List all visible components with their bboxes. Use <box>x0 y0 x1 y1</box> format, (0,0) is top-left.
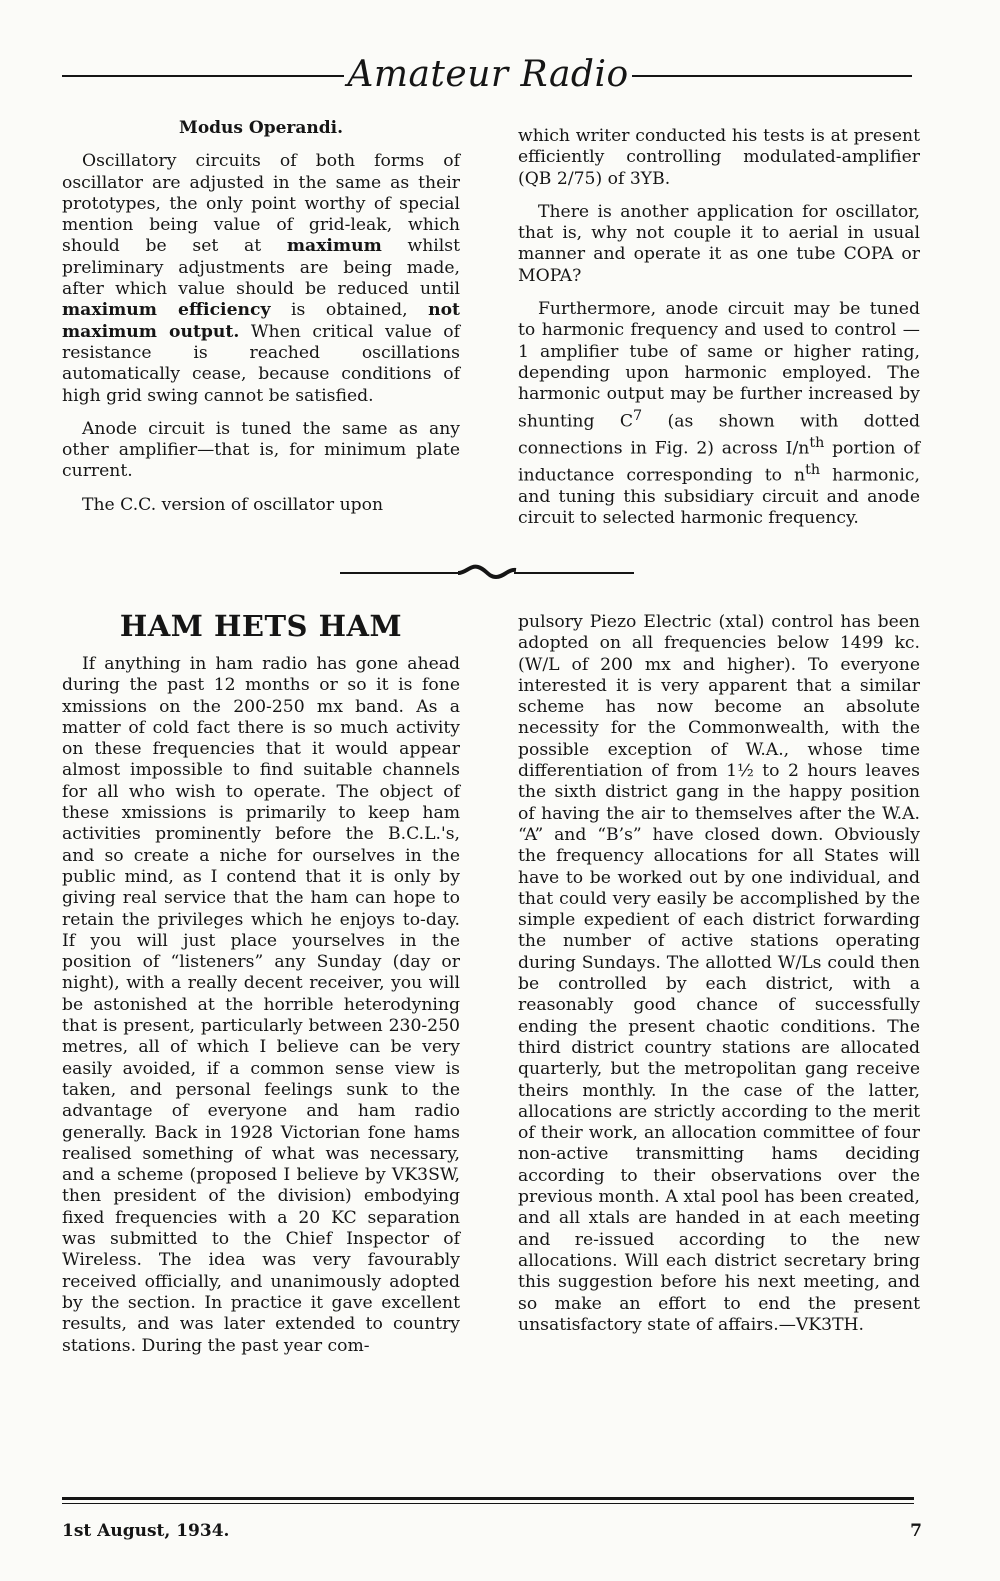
article2-column-right <box>518 612 920 1348</box>
section-divider-ornament <box>340 560 634 584</box>
article1-paragraph-2: Anode circuit is tuned the same as any other amplifier—that is, for minimum plate current. <box>62 418 460 482</box>
masthead-title: Amateur Radio <box>347 54 629 95</box>
article1-paragraph-3: The C.C. version of oscillator upon <box>82 494 384 515</box>
text-run: (as shown with dotted connections in Fig. 2) across I/n <box>518 411 921 459</box>
article2-paragraph-2: pulsory Piezo Electric (xtal) control has been adopted on all frequencies below 1499 kc. (W/L of 200 mx and higher). To everyone interested it is very apparent that a similar scheme has now become an absolute necessity for the Commonwealth, with the possible exception of W.A., whose time differentiation of from 1½ to 2 hours leaves the sixth district gang in the happy position of having the air to themselves after the W.A. “A” and “B’s” have closed down. Obviously the frequency allocations for all States will have to be worked out by one individual, and that could very easily be accomplished by the simple expedient of each district forwarding the number of active stations operating during Sundays. The allotted W/Ls could then be controlled by each district, with a reasonably good chance of successfully ending the present chaotic conditions. The third district country stations are allocated quarterly, but the metropolitan gang receive theirs monthly. In the case of the latter, allocations are strictly according to the merit of their work, an allocation committee of four non-active transmitting hams deciding according to their observations over the previous month. A xtal pool has been created, and all xtals are handed in at each meeting and re-issued according to the new allocations. Will each district secretary bring this suggestion before his next meeting, and so make an effort to end the present unsatisfactory state of affairs.—VK3TH. <box>518 612 920 1335</box>
article1-column-left <box>62 118 460 528</box>
article1-subhead: Modus Operandi. <box>179 118 343 138</box>
article1-column-right <box>518 126 920 541</box>
bold-run: maximum efficiency <box>62 300 271 321</box>
masthead-rule-right <box>632 75 912 77</box>
article1-paragraph-1 <box>62 151 460 407</box>
article1-paragraph-5: There is another application for oscillator, that is, why not couple it to aerial in usual manner and operate it as one tube COPA or MOPA? <box>518 201 920 286</box>
text-run: portion of inductance corresponding to n <box>518 438 920 486</box>
bold-run: maximum <box>286 236 382 257</box>
text-run: is obtained, <box>270 300 429 321</box>
text-run: harmonic, and tuning this subsidiary circuit and anode circuit to selected harmonic frequency. <box>518 465 920 528</box>
article2-column-left <box>62 654 460 1369</box>
masthead-rule-left <box>62 75 344 77</box>
masthead <box>62 50 912 100</box>
text-run: Oscillatory circuits of both forms of oscillator are adjusted in the same as their prototypes, the only point worthy of special mention being value of grid-leak, which should be set at <box>62 151 460 257</box>
text-run: When critical value of resistance is reached oscillations automatically cease, because conditions of high grid swing cannot be satisfied. <box>62 321 460 406</box>
superscript: 7 <box>633 407 643 424</box>
article1-paragraph-4: which writer conducted his tests is at present efficiently controlling modulated-amplifier (QB 2/75) of 3YB. <box>518 126 920 189</box>
footer-rule-thin <box>62 1503 914 1504</box>
footer-rule-thick <box>62 1497 914 1500</box>
article2-headline: HAM HETS HAM <box>119 609 403 643</box>
text-run: whilst preliminary adjustments are being made, after which value should be reduced until <box>62 236 460 300</box>
superscript: th <box>809 434 825 451</box>
article1-paragraph-6 <box>518 299 920 529</box>
page-number: 7 <box>910 1521 922 1541</box>
bold-run: not maximum output. <box>62 300 460 342</box>
superscript: th <box>805 461 821 478</box>
article2-paragraph-1: If anything in ham radio has gone ahead during the past 12 months or so it is fone xmissions on the 200-250 mx band. As a matter of cold fact there is so much activity on these frequencies that it would appear almost impossible to find suitable channels for all who wish to operate. The object of these xmissions is primarily to keep ham activities prominently before the B.C.L.'s, and so create a niche for ourselves in the public mind, as I contend that it is only by giving real service that the ham can hope to retain the privileges which he enjoys to-day. If you will just place yourselves in the position of “listeners” any Sunday (day or night), with a really decent receiver, you will be astonished at the horrible heterodyning that is present, particularly between 230-250 metres, all of which I believe can be very easily avoided, if a common sense view is taken, and personal feelings sunk to the advantage of everyone and ham radio generally. Back in 1928 Victorian fone hams realised something of what was necessary, and a scheme (proposed I believe by VK3SW, then president of the division) embodying fixed frequencies with a 20 KC separation was submitted to the Chief Inspector of Wireless. The idea was very favourably received officially, and unanimously adopted by the section. In practice it gave excellent results, and was later extended to country stations. During the past year com- <box>62 654 460 1356</box>
footer-date: 1st August, 1934. <box>62 1521 230 1541</box>
text-run: Furthermore, anode circuit may be tuned to harmonic frequency and used to control —1 amplifier tube of same or higher rating, depending upon harmonic employed. The harmonic output may be further increased by shunting C <box>518 299 920 432</box>
